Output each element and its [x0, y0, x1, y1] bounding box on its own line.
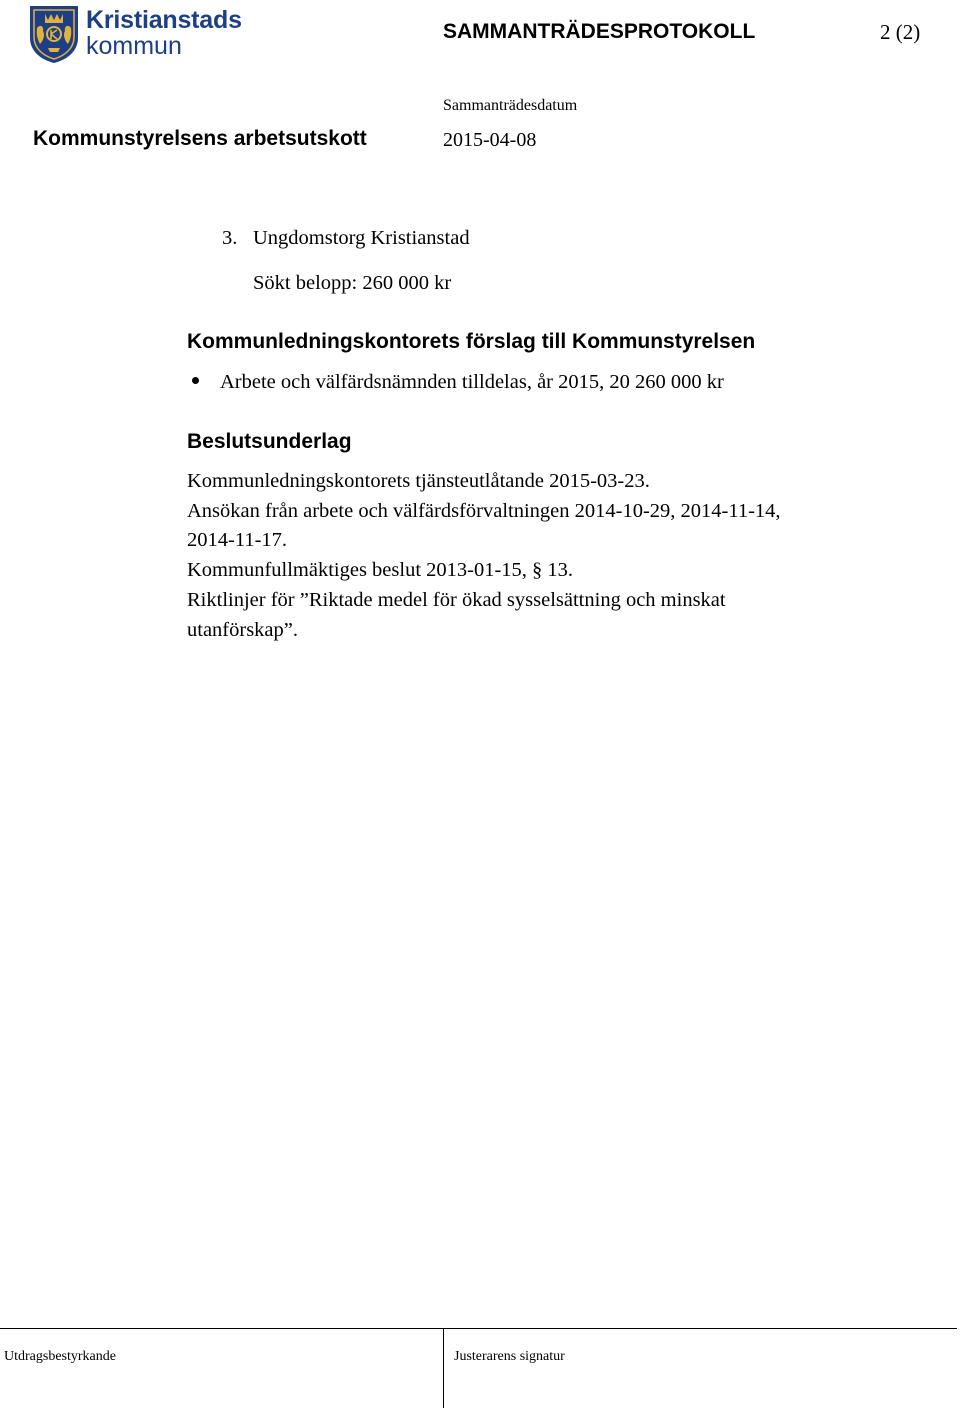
decision-basis-line: Kommunledningskontorets tjänsteutlåtande 2015-03-23.	[187, 470, 650, 492]
municipality-logo	[28, 4, 242, 66]
adjuster-signature-label: Justerarens signatur	[454, 1349, 565, 1364]
meeting-date: 2015-04-08	[443, 129, 537, 151]
crest-icon	[28, 4, 80, 64]
decision-basis-line: Kommunfullmäktiges beslut 2013-01-15, § 13.	[187, 559, 574, 581]
proposal-heading: Kommunledningskontorets förslag till Kommunstyrelsen	[187, 330, 756, 353]
footer-divider	[0, 1328, 957, 1329]
decision-basis-heading: Beslutsunderlag	[187, 430, 352, 453]
committee-name: Kommunstyrelsens arbetsutskott	[33, 127, 367, 150]
certification-label: Utdragsbestyrkande	[4, 1349, 116, 1364]
footer-column-divider	[443, 1328, 444, 1408]
logo-name: Kristianstads	[86, 6, 242, 34]
page-number: 2 (2)	[880, 20, 921, 44]
proposal-bullet-text: Arbete och välfärdsnämnden tilldelas, år 2015, 20 260 000 kr	[220, 371, 724, 393]
item-title: Ungdomstorg Kristianstad	[253, 227, 470, 249]
item-number: 3.	[222, 227, 238, 249]
document-title: SAMMANTRÄDESPROTOKOLL	[443, 20, 756, 43]
decision-basis-line: 2014-11-17.	[187, 529, 288, 551]
decision-basis-line: Ansökan från arbete och välfärdsförvaltningen 2014-10-29, 2014-11-14,	[187, 500, 781, 522]
decision-basis-line: Riktlinjer för ”Riktade medel för ökad sysselsättning och minskat	[187, 589, 726, 611]
requested-amount: Sökt belopp: 260 000 kr	[253, 272, 452, 294]
bullet-icon	[192, 377, 199, 384]
logo-subtitle: kommun	[86, 32, 182, 60]
decision-basis-line: utanförskap”.	[187, 619, 298, 641]
meeting-date-label: Sammanträdesdatum	[443, 97, 578, 114]
